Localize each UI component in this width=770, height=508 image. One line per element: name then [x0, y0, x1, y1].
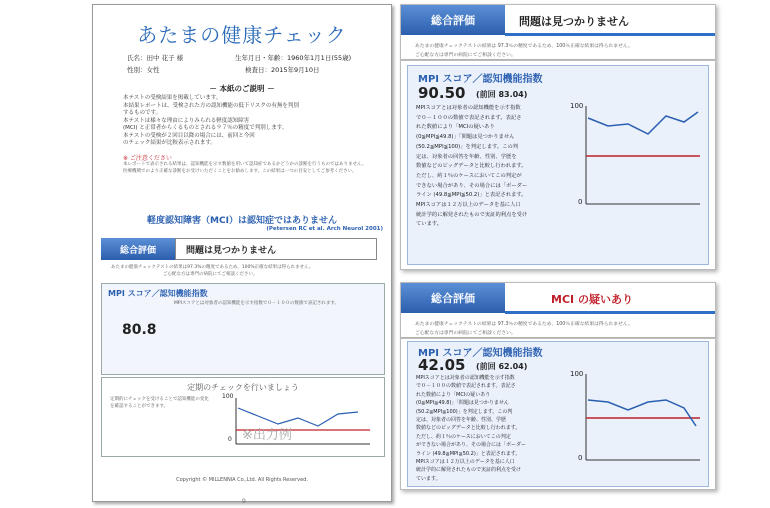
- top-score-chart: [584, 104, 702, 208]
- date-label: 検査日：: [245, 66, 271, 74]
- top-overall-value: 問題は見つかりません: [519, 15, 629, 28]
- desc-line: (50.2≦MPI≦100)」を判定します。この判: [416, 143, 519, 150]
- overall-value: 問題は見つかりません: [175, 238, 377, 260]
- chart-heading: 定期のチェックを行いましょう: [187, 383, 299, 392]
- sample-watermark: ※出力例: [242, 428, 292, 443]
- bottom-mpi-box: [407, 341, 709, 487]
- desc-line: 定は、対象者の回答を年齢、性別、学歴: [416, 417, 507, 424]
- desc-line: ただし、約１％のケースにおいてこの判定が: [416, 172, 522, 179]
- birth-row: [235, 53, 351, 62]
- date-value: 2015年9月10日: [271, 66, 320, 74]
- desc-line: 数値などのビッグデータと比較し行われます。: [416, 163, 527, 170]
- name-label: 氏名：: [127, 54, 147, 62]
- overall-note: あたまの健康チェックテストの結果は97.3%の精度であるため、100%正確な結果は得られません。: [111, 265, 314, 270]
- desc-line: ができない場合があり、その場合には「ボーダー: [416, 442, 527, 449]
- mpi-title: MPI スコア／認知機能指数: [108, 289, 208, 298]
- top-accent-line: [505, 33, 715, 36]
- explain-line: のチェック結果が比較表示されます。: [123, 140, 216, 146]
- gender-label: 性別：: [127, 66, 147, 74]
- explain-line: 本結果レポートは、受検された方の認知機能の低下リスクの有無を判別: [123, 102, 299, 109]
- bottom-mpi-description: [416, 374, 574, 483]
- y-axis-top: 100: [222, 393, 234, 400]
- desc-line: (0≦MPI≦49.8)」「問題は見つかりません: [416, 400, 509, 407]
- mpi-description: MPIスコアとは対象者の認知機能を示す指数で０－１００の数値で表記されます。: [174, 301, 340, 306]
- desc-line: で０－１００の数値で表記されます。表記さ: [416, 383, 516, 390]
- copyright: Copyright © MILLENNIA Co.,Ltd. All Rights Reserved.: [176, 477, 308, 483]
- desc-line: できない場合があり、その場合には「ボーダー: [416, 182, 528, 189]
- bottom-y-axis-top: 100: [570, 370, 584, 378]
- chart-description: 定期的にチェックを受けることで認知機能の変化を確認することができます。: [110, 397, 209, 409]
- birth-label: 生年月日・年齢：: [235, 54, 287, 62]
- report-title: あたまの健康チェック: [137, 23, 347, 47]
- top-note-2: ご心配な方は専門の病院にてご相談ください。: [415, 53, 516, 58]
- name-row: [127, 53, 183, 62]
- desc-line: MPIスコアとは対象者の認知機能を示す指数: [416, 105, 521, 111]
- chart-card: [101, 377, 385, 457]
- top-mpi-title: MPI スコア／認知機能指数: [418, 74, 543, 85]
- top-mpi-previous: (前回 83.04): [476, 90, 528, 99]
- desc-line: 統計学的に解発されたもので実証的利点を受け: [416, 211, 528, 218]
- caution-heading: ※ ご注意ください: [123, 155, 172, 162]
- desc-line: ただし、約１％のケースにおいてこの判定: [416, 433, 511, 440]
- gender-value: 女性: [146, 66, 160, 74]
- top-y-axis-top: 100: [570, 102, 584, 110]
- explain-line: (MCI) と正常者からくるものとされる９７％の精度で判別します。: [123, 125, 288, 131]
- bottom-note-1: あたまの健康チェックテストの結果は 97.3％の精度であるため、100％正確な結果は得られません。: [415, 322, 633, 327]
- name-value: 田中 花子 様: [146, 54, 184, 62]
- desc-line: ライン (49.8≦MPI≦50.2)」と表記されます。: [416, 450, 521, 457]
- bottom-chart-score-line: [588, 400, 696, 426]
- explain-line: 本テストの受検結果を掲載しています。: [123, 95, 222, 101]
- top-overall-label: 総合評価: [401, 5, 505, 35]
- desc-line: で０－１００の数値で表記されます。表記さ: [416, 114, 522, 121]
- top-mpi-box: [407, 65, 709, 265]
- mpi-card: [101, 283, 385, 375]
- citation: (Petersen RC et al. Arch Neurol 2001): [266, 226, 383, 232]
- explain-heading: － 本紙のご説明 －: [209, 84, 275, 93]
- explain-line: するものです。: [123, 110, 162, 116]
- desc-line: 定は、対象者の回答を年齢、性別、学歴を: [416, 153, 517, 160]
- bottom-accent-line: [505, 311, 715, 314]
- desc-line: MPIスコアは１２万以上のデータを基に人口: [416, 202, 521, 209]
- desc-line: れた数値により「MCIの疑いあり: [416, 391, 491, 398]
- explain-line: 本テストの受検が２回目以降の場合には、前回と今回: [123, 132, 255, 139]
- page-mark: 9: [242, 498, 246, 505]
- desc-line: 数値などのビッグデータと比較し行われます。: [416, 425, 521, 432]
- top-chart-score-line: [588, 112, 698, 134]
- birth-value: 1960年1月1日(55歳): [287, 54, 352, 62]
- explain-text: [123, 95, 373, 148]
- explain-line: 本テストは様々な理由によりみられる軽度認知障害: [123, 117, 250, 124]
- top-overall-panel: [400, 4, 716, 60]
- bottom-mpi-panel: [400, 338, 716, 490]
- bottom-mpi-score: 42.05: [418, 356, 466, 374]
- desc-line: ています。: [416, 475, 441, 482]
- top-mpi-score: 90.50: [418, 84, 466, 102]
- desc-line: MPIスコアとは対象者の認知機能を示す指数: [416, 375, 515, 381]
- bottom-mpi-title: MPI スコア／認知機能指数: [418, 348, 543, 359]
- y-axis-bottom: 0: [228, 436, 232, 443]
- desc-line: れた数値により「MCIの疑いあり: [416, 124, 495, 131]
- desc-line: (50.2≦MPI≦100)」を判定します。この判: [416, 408, 513, 415]
- overall-note-2: ご心配な方は専門の病院にてご相談ください。: [163, 272, 258, 277]
- bottom-note-2: ご心配な方は専門の病院にてご相談ください。: [415, 331, 516, 336]
- bottom-overall-value: MCI の疑いあり: [551, 293, 633, 306]
- top-mpi-description: [416, 104, 574, 230]
- desc-line: ライン (49.8≦MPI≦50.2)」と表記されます。: [416, 192, 527, 199]
- gender-row: [127, 65, 160, 74]
- bottom-overall-panel: [400, 282, 716, 338]
- top-mpi-panel: [400, 60, 716, 270]
- top-note-1: あたまの健康チェックテストの結果は 97.3％の精度であるため、100％正確な結果は得られません。: [415, 44, 633, 49]
- mpi-score: 80.8: [122, 322, 157, 338]
- bottom-y-axis-bottom: 0: [578, 454, 583, 462]
- caution-line: 本レポートで表示される結果は、認知機能を示す数値を用いて認知症であるかどうかの診断を行うものではありません。: [123, 162, 367, 167]
- desc-line: (0≦MPI≦49.8)」「問題は見つかりません: [416, 134, 515, 141]
- report-document: [92, 4, 392, 502]
- date-row: [245, 65, 319, 74]
- mci-banner: 軽度認知障害（MCI）は認知症ではありません: [147, 216, 337, 226]
- bottom-overall-label: 総合評価: [401, 283, 505, 313]
- desc-line: MPIスコアは１２万以上のデータを基に人口: [416, 459, 515, 466]
- overall-label: 総合評価: [101, 238, 175, 260]
- caution-text: [123, 162, 369, 175]
- desc-line: ています。: [416, 221, 443, 228]
- bottom-score-chart: [584, 372, 702, 464]
- bottom-mpi-previous: (前回 62.04): [476, 362, 528, 371]
- top-y-axis-bottom: 0: [578, 198, 583, 206]
- desc-line: 統計学的に解発されたもので実証的利点を受け: [416, 467, 522, 474]
- caution-line: 医療機関でのより正確な診断をお受けいただくことをお勧めします。この結果は一つの目安としてご参考ください。: [123, 168, 357, 174]
